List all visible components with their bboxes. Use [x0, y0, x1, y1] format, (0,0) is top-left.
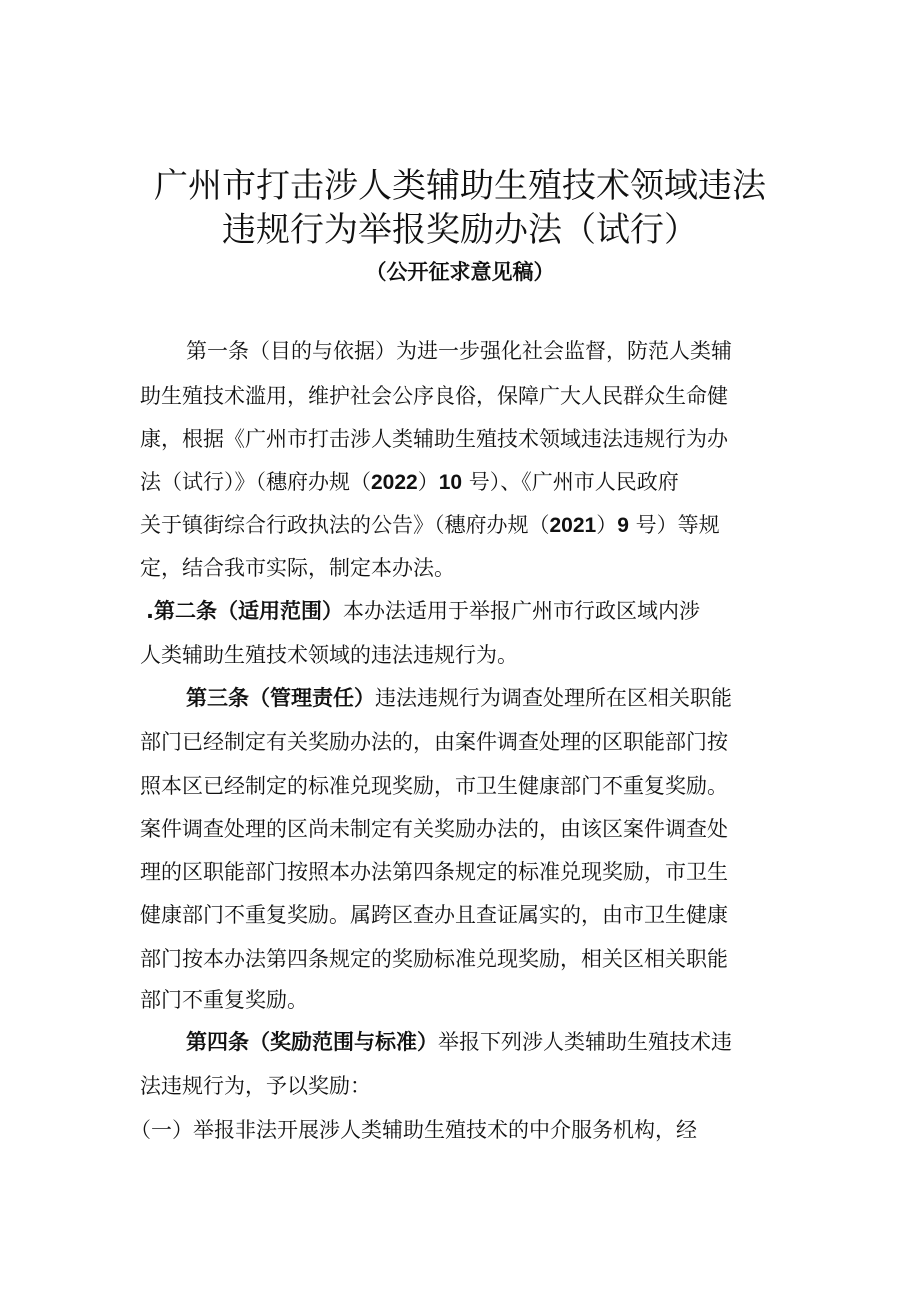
article-1-line-5-year: 2021 — [549, 514, 597, 537]
article-1-line-6: 定，结合我市实际，制定本办法。 — [140, 556, 455, 580]
article-1-line-4-number: 10 — [438, 471, 463, 494]
article-3-line-6: 健康部门不重复奖励。属跨区查办且查证属实的，由市卫生健康 — [140, 903, 728, 927]
article-2-heading: 第二条（适用范围） — [153, 599, 343, 623]
article-4-line-1-text: 举报下列涉人类辅助生殖技术违 — [438, 1030, 732, 1054]
article-1-line-5-text-c: 号）等规 — [628, 513, 720, 537]
document-title-line-1: 广州市打击涉人类辅助生殖技术领域违法 — [154, 166, 766, 206]
article-1-line-5 — [140, 510, 720, 541]
article-3-line-1-text: 违法违规行为调查处理所在区相关职能 — [375, 686, 732, 710]
article-1-line-4 — [140, 467, 679, 498]
article-1-line-5-number: 9 — [617, 514, 629, 537]
article-4-item-1: （一）举报非法开展涉人类辅助生殖技术的中介服务机构，经 — [130, 1118, 697, 1142]
article-3-line-2: 部门已经制定有关奖励办法的，由案件调查处理的区职能部门按 — [140, 730, 728, 754]
article-4-heading: 第四条（奖励范围与标准） — [186, 1030, 438, 1054]
article-1-line-3: 康，根据《广州市打击涉人类辅助生殖技术领域违法违规行为办 — [140, 427, 728, 451]
article-1-line-5-text-b: ） — [596, 513, 618, 537]
article-1-line-4-text-c: 号）、《广州市人民政府 — [462, 470, 679, 494]
article-1-line-1: 第一条（目的与依据）为进一步强化社会监督，防范人类辅 — [186, 339, 732, 363]
article-1-line-2: 助生殖技术滥用，维护社会公序良俗，保障广大人民群众生命健 — [140, 384, 728, 408]
article-1-line-4-year: 2022 — [371, 471, 418, 494]
document-subtitle: （公开征求意见稿） — [365, 260, 555, 284]
article-2-line-1-text: 本办法适用于举报广州市行政区域内涉 — [342, 599, 700, 623]
article-4-line-2: 法违规行为，予以奖励： — [140, 1074, 371, 1098]
article-1-line-5-text-a: 关于镇街综合行政执法的公告》（穗府办规（ — [140, 513, 550, 537]
article-3-line-7: 部门按本办法第四条规定的奖励标准兑现奖励，相关区相关职能 — [140, 947, 728, 971]
article-2-line-1 — [146, 596, 700, 626]
article-3-heading: 第三条（管理责任） — [186, 686, 375, 710]
article-1-line-4-text-b: ） — [417, 470, 439, 494]
article-3-line-3: 照本区已经制定的标准兑现奖励，市卫生健康部门不重复奖励。 — [140, 774, 728, 798]
article-3-line-8: 部门不重复奖励。 — [140, 988, 308, 1012]
article-3-line-1 — [186, 683, 732, 713]
article-2-dot: . — [146, 599, 154, 623]
article-3-line-5: 理的区职能部门按照本办法第四条规定的标准兑现奖励，市卫生 — [140, 860, 728, 884]
article-1-line-4-text-a: 法（试行）》（穗府办规（ — [140, 470, 371, 494]
document-title-line-2: 违规行为举报奖励办法（试行） — [222, 210, 698, 250]
article-4-line-1 — [186, 1027, 732, 1057]
article-3-line-4: 案件调查处理的区尚未制定有关奖励办法的，由该区案件调查处 — [140, 817, 728, 841]
article-2-line-2: 人类辅助生殖技术领域的违法违规行为。 — [140, 643, 518, 667]
